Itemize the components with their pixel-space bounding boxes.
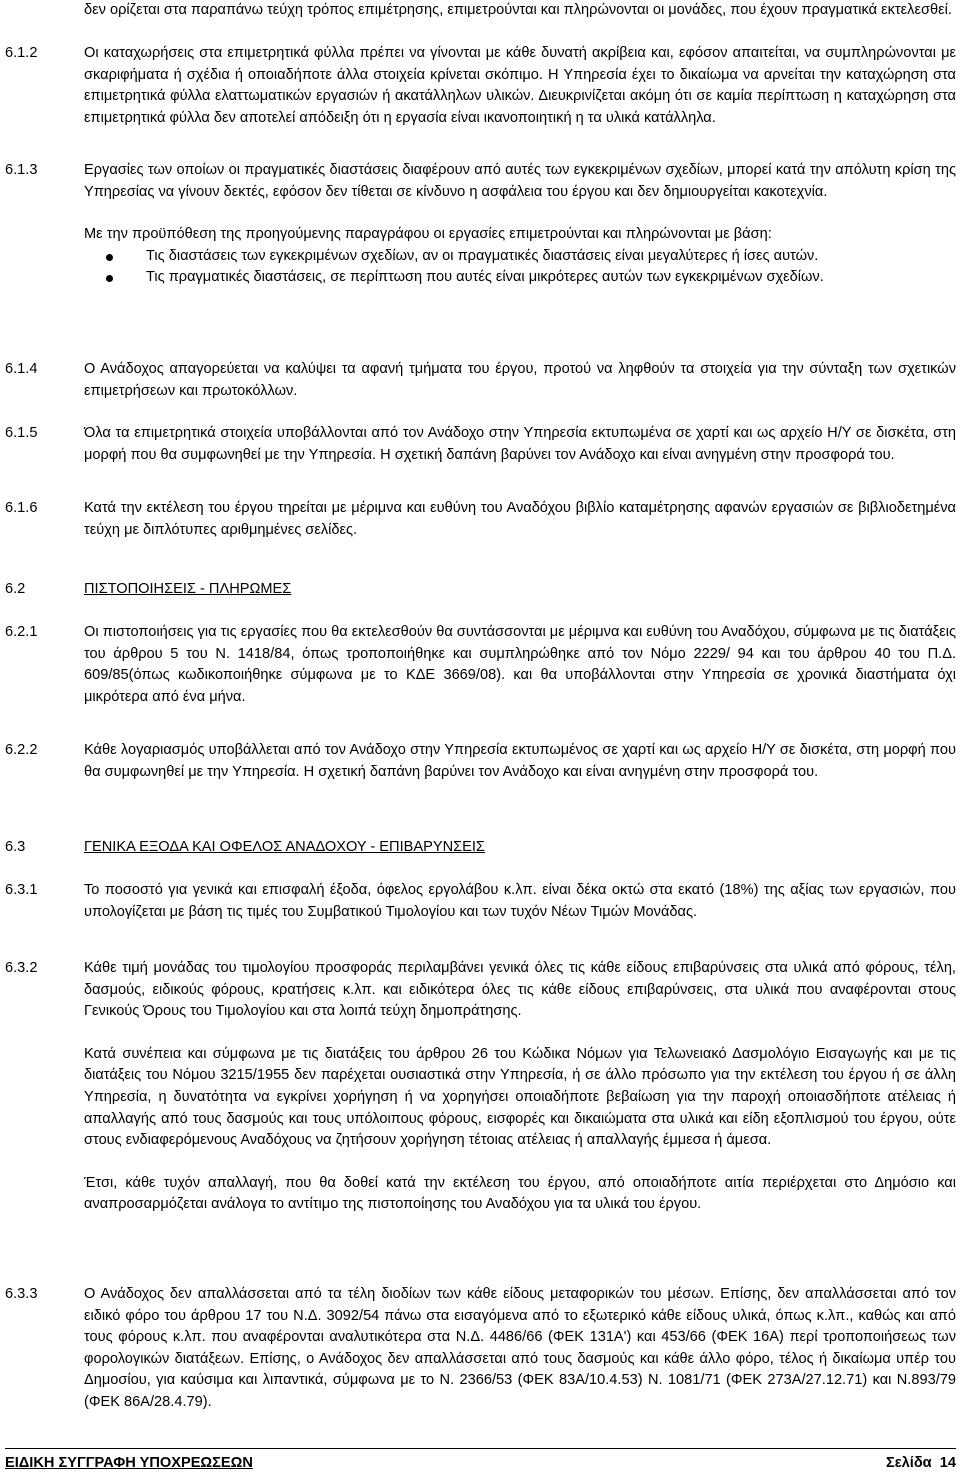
item-text: Το ποσοστό για γενικά και επισφαλή έξοδα, όφελος εργολάβου κ.λπ. είναι δέκα οκτώ στα εκατό (18%) της αξίας των εργασιών, που υπολογίζεται με βάση τις τιμές του Συμβατικού Τιμολογίου και των τυχόν Νέων Τιμών Μονάδας. (84, 882, 956, 920)
bullet-list (84, 246, 956, 289)
item-text: Έτσι, κάθε τυχόν απαλλαγή, που θα δοθεί κατά την εκτέλεση του έργου, από οποιαδήποτε αιτία περιέρχεται στο Δημόσιο και αναπροσαρμόζεται ανάλογα το αντίτιμο της πιστοποίησης του Αναδόχου για τα υλικά του έργου. (84, 1174, 956, 1213)
page-footer (5, 1448, 956, 1471)
item-number: 6.1.2 (5, 45, 38, 61)
item-number: 6.2.2 (5, 742, 38, 758)
item-text: Με την προϋπόθεση της προηγούμενης παραγράφου οι εργασίες επιμετρούνται και πληρώνονται με βάση: (84, 226, 772, 243)
item-text: Κάθε λογαριασμός υποβάλλεται από τον Ανάδοχο στην Υπηρεσία εκτυπωμένος σε χαρτί και ως αρχείο Η/Υ σε δισκέτα, στη μορφή που θα συμφωνηθεί με την Υπηρεσία. Η σχετική δαπάνη βαρύνει τον Ανάδοχο και είναι ανηγμένη στην προσφορά του. (84, 742, 956, 780)
document-page: δεν ορίζεται στα παραπάνω τεύχη τρόπος επιμέτρησης, επιμετρούνται και πληρώνονται οι μονάδες, που έχουν πραγματικά εκτελεσθεί. 6.1.2 Οι καταχωρήσεις στα επιμετρητικά φύλλα πρέπει να γίνονται με κάθε δυνατή ακρίβεια και, εφόσον απαιτείται, να συμπληρώνονται με σκαριφήματα ή σχέδια ή οποιαδήποτε άλλα στοιχεία κρίνεται σκόπιμο. Η Υπηρεσία έχει το δικαίωμα να αρνείται την καταχώρηση στα επιμετρητικά φύλλα ελαττωματικών εργασιών ή ακατάλληλων υλικών. Διευκρινίζεται ακόμη ότι σε καμία περίπτωση η καταχώρηση στα επιμετρητικά φύλλα δεν αποτελεί απόδειξη ότι η εργασία είναι ικανοποιητική η τα υλικά κατάλληλα. 6.1.3 Εργασίες των οποίων οι πραγματικές διαστάσεις διαφέρουν από αυτές των εγκεκριμένων σχεδίων, μπορεί κατά την απόλυτη κρίση της Υπηρεσίας να γίνουν δεκτές, εφόσον δεν τίθεται σε κίνδυνο η ασφάλεια του έργου και δεν δημιουργείται κακοτεχνία. Με την προϋπόθεση της προηγούμενης παραγράφου οι εργασίες επιμετρούνται και πληρώνονται με βάση: Τις διαστάσεις των εγκεκριμένων σχεδίων, αν οι πραγματικές διαστάσεις είναι μεγαλύτερες ή ίσες αυτών. Τις πραγματικές διαστάσεις, σε περίπτωση που αυτές είναι μικρότερες αυτών των εγκεκριμένων σχεδίων. 6.1.4 Ο Ανάδοχος απαγορεύεται να καλύψει τα αφανή τμήματα του έργου, προτού να ληφθούν τα στοιχεία για την σύνταξη των σχετικών επιμετρήσεων και πρωτοκόλλων. 6.1.5 Όλα τα επιμετρητικά στοιχεία υποβάλλονται από τον Ανάδοχο στην Υπηρεσία εκτυπωμένα σε χαρτί και ως αρχείο Η/Υ σε δισκέτα, στη μορφή που θα συμφωνηθεί με την Υπηρεσία. Η σχετική δαπάνη βαρύνει τον Ανάδοχο και είναι ανηγμένη στην προσφορά του. 6.1.6 Κατά την εκτέλεση του έργου τηρείται με μέριμνα και ευθύνη του Αναδόχου βιβλίο καταμέτρησης αφανών εργασιών σε βιβλιοδετημένα τεύχη με διπλότυπες αριθμημένες σελίδες. 6.2 ΠΙΣΤΟΠΟΙΗΣΕΙΣ - ΠΛΗΡΩΜΕΣ 6.2.1 Οι πιστοποιήσεις για τις εργασίες που θα εκτελεσθούν θα συντάσσονται με μέριμνα και ευθύνη του Αναδόχου, σύμφωνα με τις διατάξεις του άρθρου 5 του Ν. 1418/84, όπως τροποποιήθηκε και συμπληρώθηκε από τον Νόμο 2229/ 94 και του άρθρου 40 του Π.Δ. 609/85(όπως κωδικοποιήθηκε σύμφωνα με το ΚΔΕ 3669/08). και θα υποβάλλονται στην Υπηρεσία σε χρονικά διαστήματα όχι μικρότερα από ένα μήνα. 6.2.2 Κάθε λογαριασμός υποβάλλεται από τον Ανάδοχο στην Υπηρεσία εκτυπωμένος σε χαρτί και ως αρχείο Η/Υ σε δισκέτα, στη μορφή που θα συμφωνηθεί με την Υπηρεσία. Η σχετική δαπάνη βαρύνει τον Ανάδοχο και είναι ανηγμένη στην προσφορά του. 6.3 ΓΕΝΙΚΑ ΕΞΟΔΑ ΚΑΙ ΟΦΕΛΟΣ ΑΝΑΔΟΧΟΥ - ΕΠΙΒΑΡΥΝΣΕΙΣ 6.3.1 Το ποσοστό για γενικά και επισφαλή έξοδα, όφελος εργολάβου κ.λπ. είναι δέκα οκτώ στα εκατό (18%) της αξίας των εργασιών, που υπολογίζεται με βάση τις τιμές του Συμβατικού Τιμολογίου και των τυχόν Νέων Τιμών Μονάδας. 6.3.2 Κάθε τιμή μονάδας του τιμολογίου προσφοράς περιλαμβάνει γενικά όλες τις κάθε είδους επιβαρύνσεις στα υλικά από φόρους, τέλη, δασμούς, ειδικούς φόρους, κρατήσεις κ.λπ. και ειδικότερα όλες τις κάθε είδους επιβαρύνσεις, στα υλικά που αναφέρονται στους Γενικούς Όρους του Τιμολογίου και στα λοιπά τεύχη δημοπράτησης. Κατά συνέπεια και σύμφωνα με τις διατάξεις του άρθρου 26 του Κώδικα Νόμων για Τελωνειακό Δασμολόγιο Εισαγωγής και με τις διατάξεις του Νόμου 3215/1955 δεν παρέχεται ουσιαστικά στην Υπηρεσία, ή σε άλλο πρόσωπο για την εκτέλεση του έργου ή σε άλλη Υπηρεσία, η δυνατότητα να εγκρίνει χορήγηση ή να χορηγήσει οποιαδήποτε βεβαίωση για την παροχή οποιασδήποτε ατέλειας ή απαλλαγής από τους δασμούς και τους υπόλοιπους φόρους, εισφορές και δικαιώματα στα υλικά και είδη εξοπλισμού του έργου, ούτε στους ενδιαφερόμενους Αναδόχους να ζητήσουν χορήγηση τέτοιας ατέλειας ή απαλλαγής έμμεσα ή άμεσα. Έτσι, κάθε τυχόν απαλλαγή, που θα δοθεί κατά την εκτέλεση του έργου, από οποιαδήποτε αιτία περιέρχεται στο Δημόσιο και αναπροσαρμόζεται ανάλογα το αντίτιμο της πιστοποίησης του Αναδόχου για τα υλικά του έργου. 6.3.3 Ο Ανάδοχος δεν απαλλάσσεται από τα τέλη διοδίων των κάθε είδους μεταφορικών του μέσων. Επίσης, δεν απαλλάσσεται από τον ειδικό φόρο του άρθρου 17 του Ν.Δ. 3092/54 πάνω στα εισαγόμενα από το εξωτερικό κάθε είδους υλικά, όπως κ.λπ., καθώς και από τους φόρους κ.λπ. που αναφέρονται αναλυτικότερα στα Ν.Δ. 4486/66 (ΦΕΚ 131Α') και 453/66 (ΦΕΚ 16Α) περί τροποποιήσεως των φορολογικών διατάξεων. Επίσης, ο Ανάδοχος δεν απαλλάσσεται από τους δασμούς και κάθε άλλο φόρο, τέλος ή δικαίωμα υπέρ του Δημοσίου, για καύσιμα και λιπαντικά, σύμφωνα με το Ν. 2366/53 (ΦΕΚ 83Α/10.4.53) Ν. 1081/71 (ΦΕΚ 273Α/27.12.71) και Ν.893/79 (ΦΕΚ 86Α/28.4.79). ΕΙΔΙΚΗ ΣΥΓΓΡΑΦΗ ΥΠΟΧΡΕΩΣΕΩΝ Σελίδα 14 (0, 0, 960, 1473)
bullet-icon (106, 254, 113, 261)
item-text: Ο Ανάδοχος δεν απαλλάσσεται από τα τέλη διοδίων των κάθε είδους μεταφορικών του μέσων. Επίσης, δεν απαλλάσσεται από τον ειδικό φόρο του άρθρου 17 του Ν.Δ. 3092/54 πάνω στα εισαγόμενα από το εξωτερικό κάθε είδους υλικά, όπως κ.λπ., καθώς και από τους φόρους κ.λπ. που αναφέρονται αναλυτικότερα στα Ν.Δ. 4486/66 (ΦΕΚ 131Α') και 453/66 (ΦΕΚ 16Α) περί τροποποιήσεως των φορολογικών διατάξεων. Επίσης, ο Ανάδοχος δεν απαλλάσσεται από τους δασμούς και κάθε άλλο φόρο, τέλος ή δικαίωμα υπέρ του Δημοσίου, για καύσιμα και λιπαντικά, σύμφωνα με το Ν. 2366/53 (ΦΕΚ 83Α/10.4.53) Ν. 1081/71 (ΦΕΚ 273Α/27.12.71) και Ν.893/79 (ΦΕΚ 86Α/28.4.79). (84, 1286, 956, 1410)
section-number: 6.3 (5, 839, 26, 855)
item-text: Ο Ανάδοχος απαγορεύεται να καλύψει τα αφανή τμήματα του έργου, προτού να ληφθούν τα στοιχεία για την σύνταξη των σχετικών επιμετρήσεων και πρωτοκόλλων. (84, 361, 956, 399)
item-number: 6.1.3 (5, 162, 38, 178)
list-item: Τις διαστάσεις των εγκεκριμένων σχεδίων, αν οι πραγματικές διαστάσεις είναι μεγαλύτερες ή ίσες αυτών. (84, 246, 956, 268)
item-text: Κατά την εκτέλεση του έργου τηρείται με μέριμνα και ευθύνη του Αναδόχου βιβλίο καταμέτρησης αφανών εργασιών σε βιβλιοδετημένα τεύχη με διπλότυπες αριθμημένες σελίδες. (84, 500, 956, 538)
item-number: 6.1.4 (5, 361, 38, 377)
bullet-icon (106, 275, 113, 282)
item-number: 6.3.3 (5, 1286, 38, 1302)
item-number: 6.1.5 (5, 425, 38, 441)
item-number: 6.3.2 (5, 960, 38, 976)
section-heading: ΠΙΣΤΟΠΟΙΗΣΕΙΣ - ΠΛΗΡΩΜΕΣ (84, 581, 292, 597)
item-text: Εργασίες των οποίων οι πραγματικές διαστάσεις διαφέρουν από αυτές των εγκεκριμένων σχεδίων, μπορεί κατά την απόλυτη κρίση της Υπηρεσίας να γίνουν δεκτές, εφόσον δεν τίθεται σε κίνδυνο η ασφάλεια του έργου και δεν δημιουργείται κακοτεχνία. (84, 162, 956, 200)
item-number: 6.3.1 (5, 882, 38, 898)
item-text: Οι καταχωρήσεις στα επιμετρητικά φύλλα πρέπει να γίνονται με κάθε δυνατή ακρίβεια και, εφόσον απαιτείται, να συμπληρώνονται με σκαριφήματα ή σχέδια ή οποιαδήποτε άλλα στοιχεία κρίνεται σκόπιμο. Η Υπηρεσία έχει το δικαίωμα να αρνείται την καταχώρηση στα επιμετρητικά φύλλα ελαττωματικών εργασιών ή ακατάλληλων υλικών. Διευκρινίζεται ακόμη ότι σε καμία περίπτωση η καταχώρηση στα επιμετρητικά φύλλα δεν αποτελεί απόδειξη ότι η εργασία είναι ικανοποιητική η τα υλικά κατάλληλα. (84, 45, 956, 126)
item-text: Όλα τα επιμετρητικά στοιχεία υποβάλλονται από τον Ανάδοχο στην Υπηρεσία εκτυπωμένα σε χαρτί και ως αρχείο Η/Υ σε δισκέτα, στη μορφή που θα συμφωνηθεί με την Υπηρεσία. Η σχετική δαπάνη βαρύνει τον Ανάδοχο και είναι ανηγμένη στην προσφορά του. (84, 425, 956, 463)
footer-title: ΕΙΔΙΚΗ ΣΥΓΓΡΑΦΗ ΥΠΟΧΡΕΩΣΕΩΝ (5, 1455, 253, 1471)
list-item: Τις πραγματικές διαστάσεις, σε περίπτωση που αυτές είναι μικρότερες αυτών των εγκεκριμένων σχεδίων. (84, 267, 956, 289)
item-text: Οι πιστοποιήσεις για τις εργασίες που θα εκτελεσθούν θα συντάσσονται με μέριμνα και ευθύνη του Αναδόχου, σύμφωνα με τις διατάξεις του άρθρου 5 του Ν. 1418/84, όπως τροποποιήθηκε και συμπληρώθηκε από τον Νόμο 2229/ 94 και του άρθρου 40 του Π.Δ. 609/85(όπως κωδικοποιήθηκε σύμφωνα με το ΚΔΕ 3669/08). και θα υποβάλλονται στην Υπηρεσία σε χρονικά διαστήματα όχι μικρότερα από ένα μήνα. (84, 624, 956, 705)
item-text: Κάθε τιμή μονάδας του τιμολογίου προσφοράς περιλαμβάνει γενικά όλες τις κάθε είδους επιβαρύνσεις στα υλικά από φόρους, τέλη, δασμούς, ειδικούς φόρους, κρατήσεις κ.λπ. και ειδικότερα όλες τις κάθε είδους επιβαρύνσεις, στα υλικά που αναφέρονται στους Γενικούς Όρους του Τιμολογίου και στα λοιπά τεύχη δημοπράτησης. (84, 960, 956, 1020)
section-number: 6.2 (5, 581, 26, 597)
page-label: Σελίδα (885, 1455, 932, 1471)
page-number: 14 (939, 1455, 956, 1471)
section-heading: ΓΕΝΙΚΑ ΕΞΟΔΑ ΚΑΙ ΟΦΕΛΟΣ ΑΝΑΔΟΧΟΥ - ΕΠΙΒΑΡΥΝΣΕΙΣ (84, 839, 485, 855)
item-number: 6.1.6 (5, 500, 38, 516)
page-indicator (886, 1453, 956, 1475)
item-text: Κατά συνέπεια και σύμφωνα με τις διατάξεις του άρθρου 26 του Κώδικα Νόμων για Τελωνειακό Δασμολόγιο Εισαγωγής και με τις διατάξεις του Νόμου 3215/1955 δεν παρέχεται ουσιαστικά στην Υπηρεσία, ή σε άλλο πρόσωπο για την εκτέλεση του έργου ή σε άλλη Υπηρεσία, η δυνατότητα να εγκρίνει χορήγηση ή να χορηγήσει οποιαδήποτε βεβαίωση για την παροχή οποιασδήποτε ατέλειας ή απαλλαγής από τους δασμούς και τους υπόλοιπους φόρους, εισφορές και δικαιώματα στα υλικά και είδη εξοπλισμού του έργου, ούτε στους ενδιαφερόμενους Αναδόχους να ζητήσουν χορήγηση τέτοιας ατέλειας ή απαλλαγής έμμεσα ή άμεσα. (84, 1045, 956, 1149)
item-number: 6.2.1 (5, 624, 38, 640)
